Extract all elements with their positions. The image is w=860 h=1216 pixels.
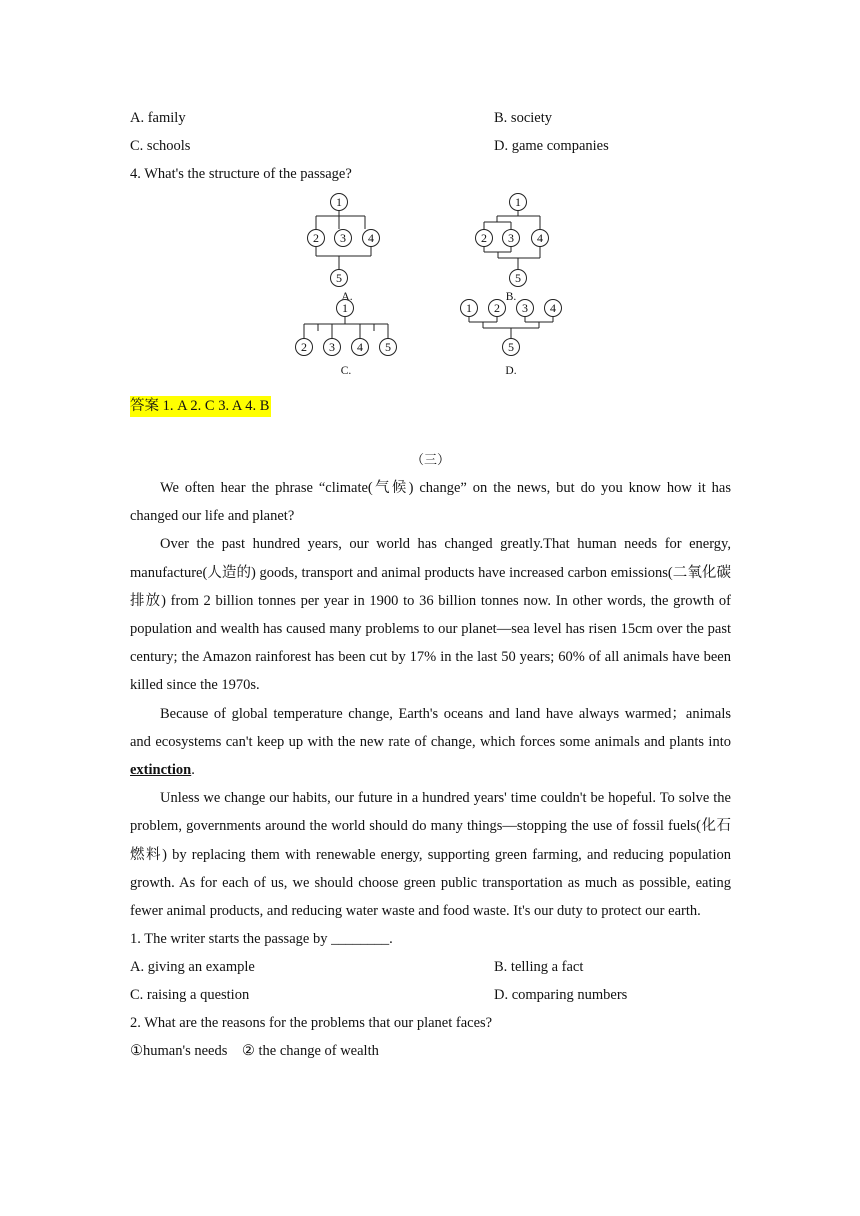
q1-options-row-1: [130, 953, 731, 981]
q4-question: 4. What's the structure of the passage?: [130, 166, 352, 182]
question-1: 1. The writer starts the passage by ________.: [130, 931, 393, 948]
option-b: B. telling a fact: [494, 959, 584, 976]
node-1: 1: [342, 301, 348, 315]
node-4: 4: [537, 231, 543, 245]
node-2: 2: [481, 231, 487, 245]
passage-paragraph-3: [130, 700, 731, 785]
node-5: 5: [336, 271, 342, 285]
section-title: （三）: [410, 452, 450, 467]
option-c: C. schools: [130, 138, 191, 154]
node-4: 4: [357, 340, 363, 354]
option-b: B. society: [494, 110, 552, 126]
node-1: 1: [336, 195, 342, 209]
option-a: A. family: [130, 110, 186, 126]
diagram-b: [473, 192, 555, 309]
node-1: 1: [466, 301, 472, 315]
question-2: 2. What are the reasons for the problems that our planet faces?: [130, 1015, 493, 1032]
option-d: D. game companies: [494, 138, 609, 154]
document-page: [130, 104, 731, 1065]
passage-paragraph-1: We often hear the phrase “climate(气候) change” on the news, but do you know how it has changed our life and planet?: [130, 480, 731, 525]
keyword-extinction: extinction: [130, 762, 192, 779]
q3-options-row-2: [130, 132, 731, 160]
node-5: 5: [515, 271, 521, 285]
node-2: 2: [494, 301, 500, 315]
node-5: 5: [508, 340, 514, 354]
answer-key: 答案 1. A 2. C 3. A 4. B: [130, 396, 271, 417]
node-4: 4: [368, 231, 374, 245]
diagram-label-b: B.: [505, 291, 517, 303]
option-d: D. comparing numbers: [494, 987, 628, 1004]
node-4: 4: [550, 301, 556, 315]
passage-paragraph-2: Over the past hundred years, our world has changed greatly.That human needs for energy, manufacture(人造的) goods, transport and animal products have increased carbon emissions(二氧化碳排放) from 2 billion tonnes per year in 1900 to 36 billion tonnes now. In other words, the growth of population and wealth has caused many problems to our planet—sea level has risen 15cm over the past century; the Amazon rainforest has been cut by 17% in the last 50 years; 60% of all animals have been killed since the 1970s.: [130, 536, 731, 694]
q3-options-row-1: [130, 104, 731, 132]
diagram-label-d: D.: [505, 365, 517, 377]
diagram-a: [305, 192, 387, 309]
answer-line: [130, 392, 731, 420]
node-3: 3: [508, 231, 514, 245]
node-1: 1: [515, 195, 521, 209]
option-a: A. giving an example: [130, 959, 255, 976]
diagram-c: [294, 298, 404, 393]
question-2-items: ①human's needs ② the change of wealth: [130, 1043, 379, 1060]
passage-paragraph-4: Unless we change our habits, our future in a hundred years' time couldn't be hopeful. To solve the problem, governments around the world should do many things—stopping the use of fossil fuels(化石燃料) by replacing them with renewable energy, supporting green farming, and reducing population growth. As for each of us, we should choose green public transportation as much as possible, eating fewer animal products, and reducing water waste and food waste. It's our duty to protect our earth.: [130, 790, 731, 920]
diagram-d: [453, 298, 569, 393]
q1-options-row-2: [130, 981, 731, 1009]
node-5: 5: [385, 340, 391, 354]
node-2: 2: [313, 231, 319, 245]
node-3: 3: [340, 231, 346, 245]
structure-diagrams: [130, 188, 731, 390]
node-2: 2: [301, 340, 307, 354]
node-3: 3: [329, 340, 335, 354]
p3-text: Because of global temperature change, Earth's oceans and land have always warmed；animals and ecosystems can't keep up with the new rate of change, which forces some animals and plants into: [130, 705, 731, 750]
node-3: 3: [522, 301, 528, 315]
diagram-label-c: C.: [340, 365, 352, 377]
diagram-label-a: A.: [341, 291, 353, 303]
option-c: C. raising a question: [130, 987, 250, 1004]
p3-end: .: [191, 762, 195, 779]
